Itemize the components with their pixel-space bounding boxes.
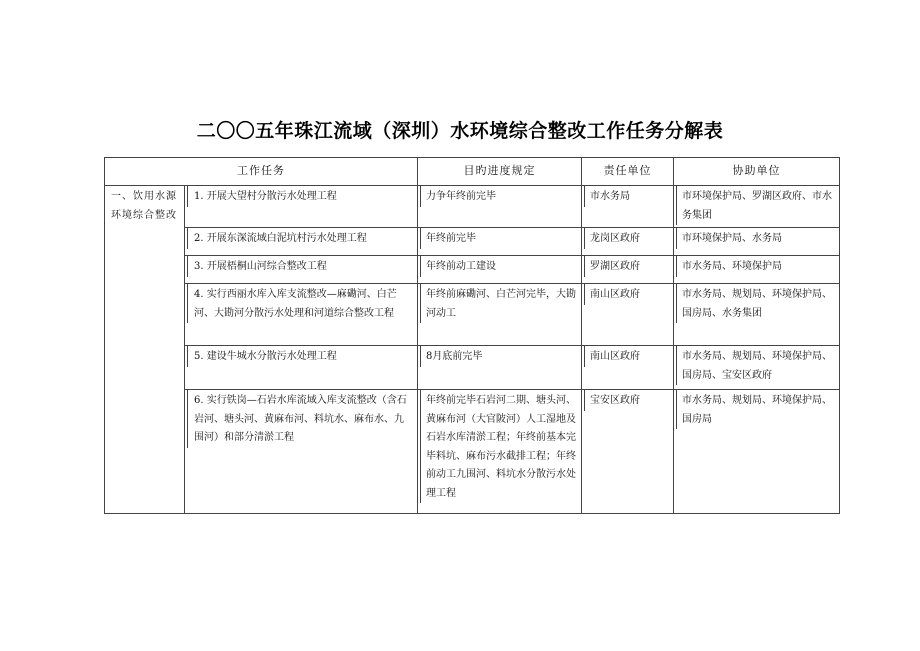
table-row [105, 186, 840, 228]
task-text: 2. 开展东深流域白泥坑村污水处理工程 [187, 228, 417, 249]
responsible-text: 宝安区政府 [584, 390, 673, 411]
responsible-text: 罗湖区政府 [584, 256, 673, 277]
schedule-text: 力争年终前完毕 [420, 186, 581, 207]
responsible-text: 市水务局 [584, 186, 673, 207]
schedule-text: 年终前动工建设 [420, 256, 581, 277]
task-text: 1. 开展大望村分散污水处理工程 [187, 186, 417, 207]
responsible-text: 龙岗区政府 [584, 228, 673, 249]
assisting-text: 市水务局、规划局、环境保护局、国房局、水务集团 [676, 284, 839, 323]
schedule-text: 8月底前完毕 [420, 346, 581, 367]
assisting-text: 市环境保护局、罗湖区政府、市水务集团 [676, 186, 839, 225]
table-row [105, 284, 840, 346]
table-row [105, 346, 840, 390]
assisting-text: 市水务局、环境保护局 [676, 256, 839, 277]
header-assisting: 协助单位 [674, 158, 840, 186]
header-schedule: 目旳进度规定 [418, 158, 582, 186]
category-label: 一、饮用水源环境综合整改 [111, 191, 177, 221]
assisting-text: 市水务局、规划局、环境保护局、国房局 [676, 390, 839, 429]
schedule-text: 年终前完毕 [420, 228, 581, 249]
schedule-text: 年终前麻磡河、白芒河完毕，大勘河动工 [420, 284, 581, 323]
task-text: 6. 实行铁岗—石岩水库流域入库支流整改（含石岩河、塘头河、黄麻布河、料坑水、麻布水、九围河）和部分清淤工程 [187, 390, 417, 448]
task-text: 3. 开展梧桐山河综合整改工程 [187, 256, 417, 277]
task-text: 4. 实行西丽水库入库支流整改—麻磡河、白芒河、大勘河分散污水处理和河道综合整改工程 [187, 284, 417, 323]
table-header-row [105, 158, 840, 186]
task-table [104, 157, 840, 514]
header-task: 工作任务 [105, 158, 418, 186]
table-row [105, 256, 840, 284]
responsible-text: 南山区政府 [584, 346, 673, 367]
responsible-text: 南山区政府 [584, 284, 673, 305]
table-row [105, 228, 840, 256]
document-title: 二〇〇五年珠江流域（深圳）水环境综合整改工作任务分解表 [196, 120, 724, 142]
schedule-text: 年终前完毕石岩河二期、塘头河、黄麻布河（大官陂河）人工湿地及石岩水库清淤工程；年终前基本完毕料坑、麻布污水截排工程；年终前动工九围河、料坑水分散污水处理工程 [420, 390, 581, 503]
assisting-text: 市环境保护局、水务局 [676, 228, 839, 249]
table-row [105, 390, 840, 514]
task-text: 5. 建设牛城水分散污水处理工程 [187, 346, 417, 367]
category-cell [105, 186, 185, 514]
header-responsible: 责任单位 [582, 158, 674, 186]
assisting-text: 市水务局、规划局、环境保护局、国房局、宝安区政府 [676, 346, 839, 385]
